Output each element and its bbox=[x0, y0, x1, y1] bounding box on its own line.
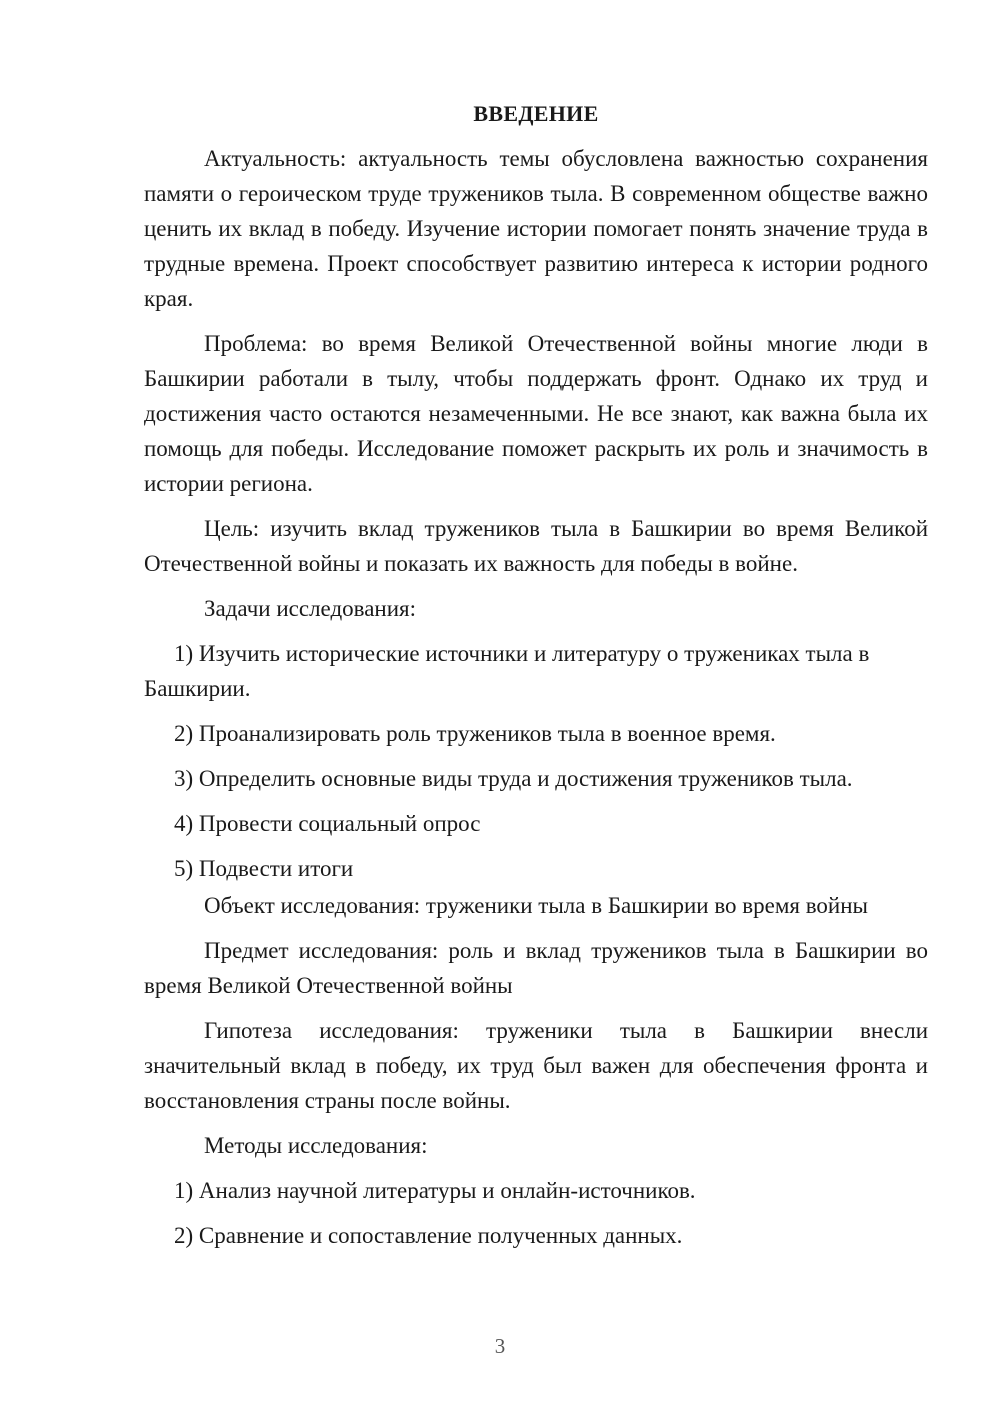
tasks-heading: Задачи исследования: bbox=[204, 596, 417, 621]
page-title: ВВЕДЕНИЕ bbox=[473, 101, 599, 126]
problem-paragraph: Проблема: во время Великой Отечественной войны многие люди в Башкирии работали в тылу, чтобы поддержать фронт. Однако их труд и достижения часто остаются незамеченными. Не все знают, как важна была их помощь для победы. Исследование поможет раскрыть их роль и значимость в истории региона. bbox=[144, 331, 928, 496]
page-number: 3 bbox=[494, 1334, 506, 1358]
relevance-paragraph: Актуальность: актуальность темы обусловлена важностью сохранения памяти о героическом труде тружеников тыла. В современном обществе важно ценить их вклад в победу. Изучение истории помогает понять значение труда в трудные времена. Проект способствует развитию интереса к истории родного края. bbox=[144, 146, 928, 311]
object-paragraph: Объект исследования: труженики тыла в Башкирии во время войны bbox=[204, 893, 869, 918]
method-item: 1) Анализ научной литературы и онлайн-источников. bbox=[174, 1178, 696, 1203]
page-content bbox=[144, 96, 928, 1263]
task-item: 4) Провести социальный опрос bbox=[174, 811, 481, 836]
task-item: 5) Подвести итоги bbox=[174, 856, 354, 881]
methods-heading: Методы исследования: bbox=[204, 1133, 428, 1158]
subject-paragraph: Предмет исследования: роль и вклад тружеников тыла в Башкирии во время Великой Отечественной войны bbox=[144, 938, 928, 998]
hypothesis-paragraph: Гипотеза исследования: труженики тыла в Башкирии внесли значительный вклад в победу, их труд был важен для обеспечения фронта и восстановления страны после войны. bbox=[144, 1018, 928, 1113]
task-item: 2) Проанализировать роль тружеников тыла в военное время. bbox=[174, 721, 776, 746]
goal-paragraph: Цель: изучить вклад тружеников тыла в Башкирии во время Великой Отечественной войны и показать их важность для победы в войне. bbox=[144, 516, 928, 576]
task-item: 1) Изучить исторические источники и литературу о тружениках тыла в Башкирии. bbox=[144, 641, 870, 701]
method-item: 2) Сравнение и сопоставление полученных данных. bbox=[174, 1223, 683, 1248]
task-item: 3) Определить основные виды труда и достижения тружеников тыла. bbox=[174, 766, 853, 791]
